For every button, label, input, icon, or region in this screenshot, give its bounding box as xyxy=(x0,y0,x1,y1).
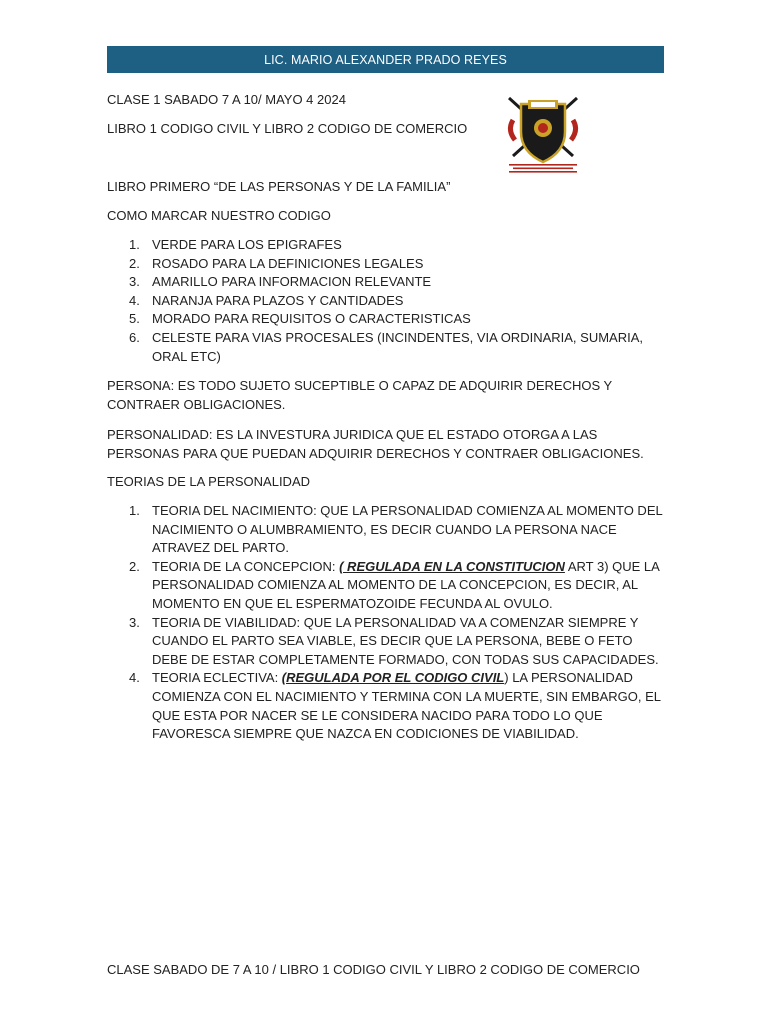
list-item: 2. ROSADO PARA LA DEFINICIONES LEGALES xyxy=(129,255,424,271)
list-item: 1. VERDE PARA LOS EPIGRAFES xyxy=(129,237,342,252)
book-first-heading: LIBRO PRIMERO “DE LAS PERSONAS Y DE LA FAMILIA” xyxy=(107,179,451,194)
class-date-line: CLASE 1 SABADO 7 A 10/ MAYO 4 2024 xyxy=(107,92,346,107)
list-item: 5. MORADO PARA REQUISITOS O CARACTERISTICAS xyxy=(129,311,471,327)
marking-list xyxy=(107,236,663,366)
page-footer: CLASE SABADO DE 7 A 10 / LIBRO 1 CODIGO CIVIL Y LIBRO 2 CODIGO DE COMERCIO xyxy=(107,962,640,977)
header-title: LIC. MARIO ALEXANDER PRADO REYES xyxy=(264,52,507,67)
theories-heading: TEORIAS DE LA PERSONALIDAD xyxy=(107,474,311,489)
list-item: 4. NARANJA PARA PLAZOS Y CANTIDADES xyxy=(129,292,404,308)
list-item: 4. TEORIA ECLECTIVA: (REGULADA POR EL CODIGO CIVIL) LA PERSONALIDAD COMIENZA CON EL NACIMIENTO Y TERMINA CON LA MUERTE, SIN EMBARGO, EL QUE ESTA POR NACER SE LE CONSIDERA NACIDO PARA TODO LO QUE FAVORESCA SIEMPRE QUE NAZCA EN CODICIONES DE VIABILIDAD. xyxy=(129,670,661,742)
list-item: 2. TEORIA DE LA CONCEPCION: ( REGULADA EN LA CONSTITUCION ART 3) QUE LA PERSONALIDAD COMIENZA AL MOMENTO DE LA CONCEPCION, ES DECIR, AL MOMENTO EN QUE EL ESPERMATOZOIDE FECUNDA AL OVULO. xyxy=(129,558,660,611)
constitution-reference: ( REGULADA EN LA CONSTITUCION xyxy=(339,558,565,574)
list-item: 6. CELESTE PARA VIAS PROCESALES (INCINDENTES, VIA ORDINARIA, SUMARIA, ORAL ETC) xyxy=(129,329,643,364)
personalidad-definition: PERSONALIDAD: ES LA INVESTURA JURIDICA QUE EL ESTADO OTORGA A LAS PERSONAS PARA QUE PUEDAN ADQUIRIR DERECHOS Y CONTRAER OBLIGACIONES. xyxy=(107,427,644,461)
civil-code-reference: (REGULADA POR EL CODIGO CIVIL xyxy=(281,670,505,686)
list-item: 3. AMARILLO PARA INFORMACION RELEVANTE xyxy=(129,274,432,290)
crest-emblem-icon xyxy=(503,90,583,176)
list-item: 1. TEORIA DEL NACIMIENTO: QUE LA PERSONALIDAD COMIENZA AL MOMENTO DEL NACIMIENTO O ALUMBRAMIENTO, ES DECIR CUANDO LA PERSONA NACE ATRAVEZ DEL PARTO. xyxy=(129,503,663,556)
marking-heading: COMO MARCAR NUESTRO CODIGO xyxy=(107,208,331,223)
books-line: LIBRO 1 CODIGO CIVIL Y LIBRO 2 CODIGO DE COMERCIO xyxy=(107,121,468,136)
list-item: 3. TEORIA DE VIABILIDAD: QUE LA PERSONALIDAD VA A COMENZAR SIEMPRE Y CUANDO EL PARTO SEA VIABLE, ES DECIR QUE LA PERSONA, BEBE O FETO DEBE DE ESTAR COMPLETAMENTE FORMADO, CON TODAS SUS CAPACIDADES. xyxy=(129,614,659,667)
persona-definition: PERSONA: ES TODO SUJETO SUCEPTIBLE O CAPAZ DE ADQUIRIR DERECHOS Y CONTRAER OBLIGACIONES. xyxy=(107,378,612,412)
theories-list xyxy=(107,502,663,744)
header-bar xyxy=(107,46,664,73)
